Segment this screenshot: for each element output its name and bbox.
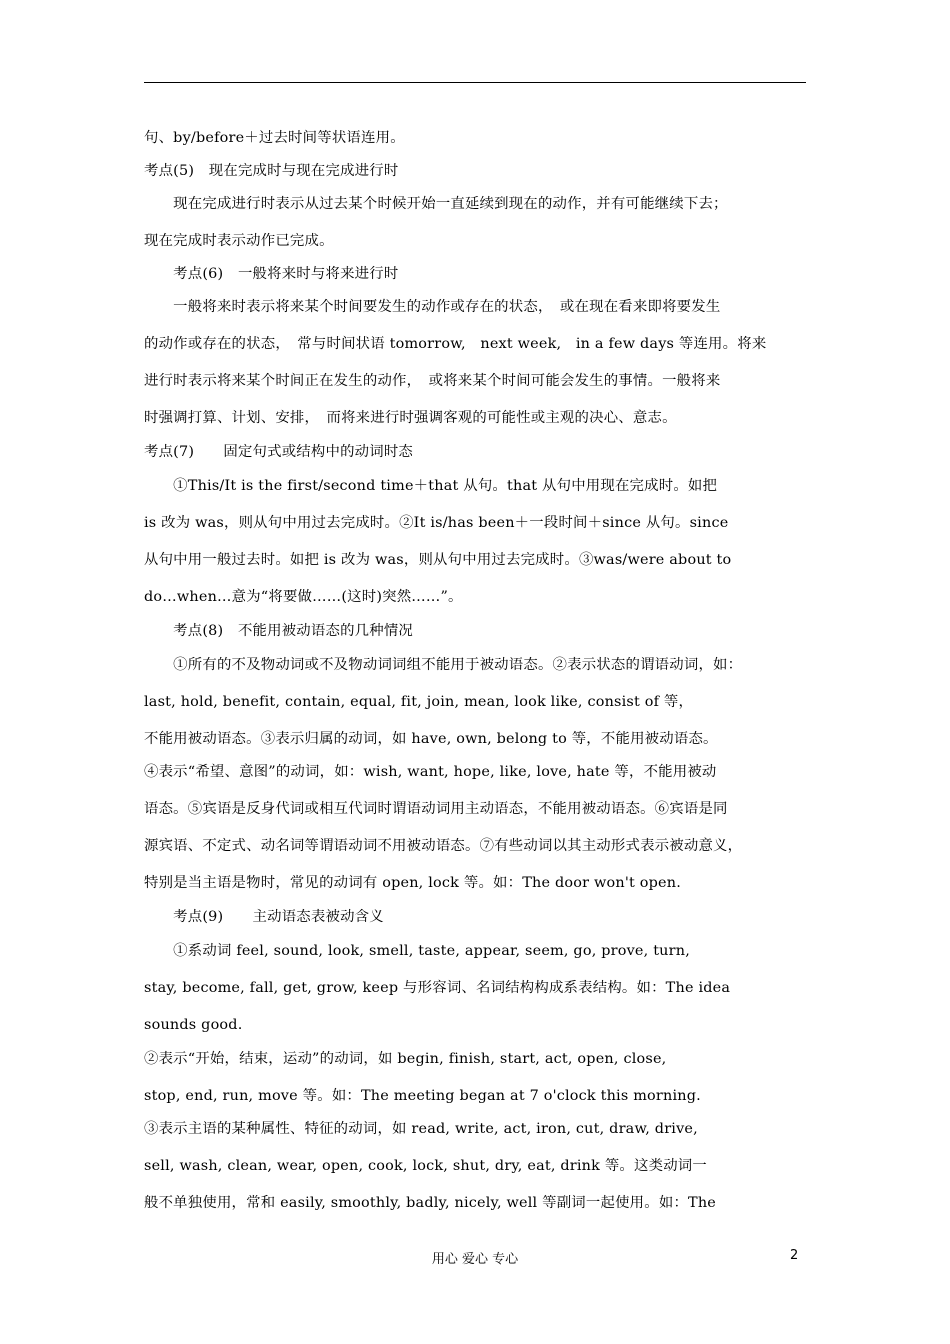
section-heading-8: 考点(8) 不能用被动语态的几种情况 <box>144 623 414 639</box>
page-number: 2 <box>790 1248 799 1263</box>
text-line: stay, become, fall, get, grow, keep 与形容词、名词结构构成系表结构。如：The idea <box>144 980 731 996</box>
text-line: 从句中用一般过去时。如把 is 改为 was，则从句中用过去完成时。③was/were about to <box>144 552 732 568</box>
section-heading-6: 考点(6) 一般将来时与将来进行时 <box>144 266 399 282</box>
text-line: ③表示主语的某种属性、特征的动词，如 read, write, act, iron, cut, draw, drive, <box>144 1121 698 1137</box>
text-line: 现在完成时表示动作已完成。 <box>144 233 334 249</box>
text-line: last, hold, benefit, contain, equal, fit, join, mean, look like, consist of 等， <box>144 694 694 710</box>
text-line: ①系动词 feel, sound, look, smell, taste, appear, seem, go, prove, turn, <box>144 943 690 959</box>
text-line: 现在完成进行时表示从过去某个时候开始一直延续到现在的动作，并有可能继续下去； <box>144 196 728 212</box>
footer-text: 用心 爱心 专心 <box>431 1252 519 1267</box>
text-line: do…when…意为“将要做……(这时)突然……”。 <box>144 589 463 605</box>
text-line: sell, wash, clean, wear, open, cook, lock, shut, dry, eat, drink 等。这类动词一 <box>144 1158 707 1174</box>
text-line: 句、by/before＋过去时间等状语连用。 <box>144 130 405 146</box>
text-line: ①所有的不及物动词或不及物动词词组不能用于被动语态。②表示状态的谓语动词，如： <box>144 657 743 673</box>
text-line: sounds good. <box>144 1017 243 1033</box>
text-line: 一般将来时表示将来某个时间要发生的动作或存在的状态， 或在现在看来即将要发生 <box>144 299 721 315</box>
text-line: stop, end, run, move 等。如：The meeting began at 7 o'clock this morning. <box>144 1088 701 1104</box>
text-line: 的动作或存在的状态， 常与时间状语 tomorrow, next week, in a few days 等连用。将来 <box>144 336 767 352</box>
text-line: 般不单独使用，常和 easily, smoothly, badly, nicely, well 等副词一起使用。如：The <box>144 1195 717 1211</box>
text-line: 源宾语、不定式、动名词等谓语动词不用被动语态。⑦有些动词以其主动形式表示被动意义， <box>144 838 743 854</box>
text-line: ②表示“开始，结束，运动”的动词，如 begin, finish, start, act, open, close, <box>144 1051 667 1067</box>
text-line: 时强调打算、计划、安排， 而将来进行时强调客观的可能性或主观的决心、意志。 <box>144 410 677 426</box>
text-line: 语态。⑤宾语是反身代词或相互代词时谓语动词用主动语态，不能用被动语态。⑥宾语是同 <box>144 801 728 817</box>
text-line: is 改为 was，则从句中用过去完成时。②It is/has been＋一段时间＋since 从句。since <box>144 515 729 531</box>
text-line: ④表示“希望、意图”的动词，如：wish, want, hope, like, love, hate 等，不能用被动 <box>144 764 717 780</box>
section-heading-9: 考点(9) 主动语态表被动含义 <box>144 909 384 925</box>
text-line: 不能用被动语态。③表示归属的动词，如 have, own, belong to 等，不能用被动语态。 <box>144 731 718 747</box>
header-rule <box>144 82 806 83</box>
text-line: 特别是当主语是物时，常见的动词有 open, lock 等。如：The door won't open. <box>144 875 681 891</box>
section-heading-5: 考点(5) 现在完成时与现在完成进行时 <box>144 163 399 179</box>
text-line: 进行时表示将来某个时间正在发生的动作， 或将来某个时间可能会发生的事情。一般将来 <box>144 373 721 389</box>
text-line: ①This/It is the first/second time＋that 从句。that 从句中用现在完成时。如把 <box>144 478 718 494</box>
section-heading-7: 考点(7) 固定句式或结构中的动词时态 <box>144 444 414 460</box>
